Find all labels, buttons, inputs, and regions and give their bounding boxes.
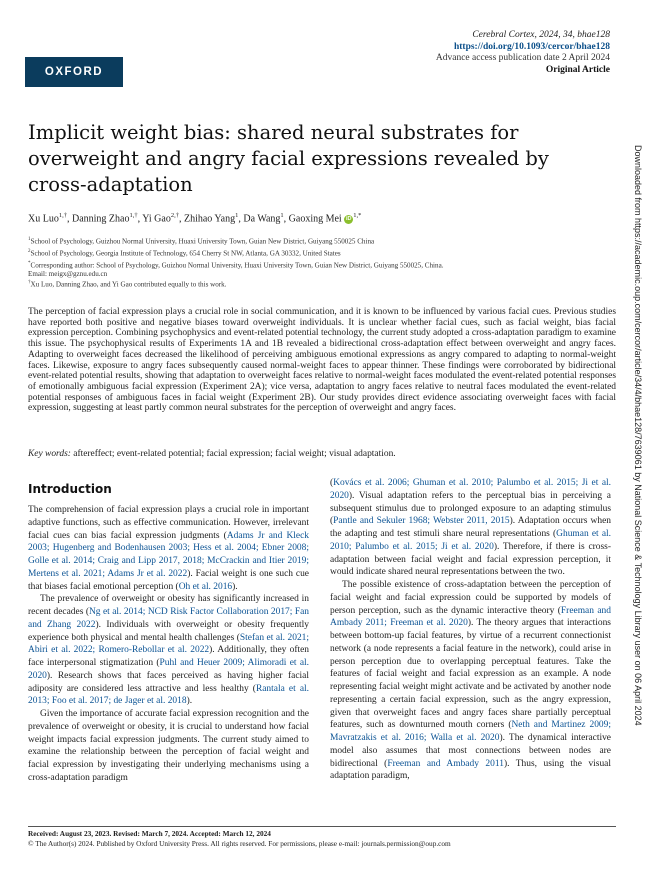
citation-link[interactable]: Oh et al. 2016 xyxy=(178,581,233,592)
doi-link[interactable]: https://doi.org/10.1093/cercor/bhae128 xyxy=(453,41,610,52)
author-affiliation-marker: 1 xyxy=(280,212,284,219)
copyright-notice: © The Author(s) 2024. Published by Oxford University Press. All rights reserved. For permissions, please e-mail: journals.permission@oup.com xyxy=(28,839,451,848)
citation-link[interactable]: Adams Jr and Kleck 2003; Hugenberg and Bodenhausen 2003; Hess et al. 2004; Ebner 2008; Golle et al. 2014; Craig and Lipp 2017, 2018; McCrackin and Itier 2019; Mertens et al. 2021; Adams Jr et al. 2022 xyxy=(28,530,309,579)
author-affiliation-marker: 1 xyxy=(235,212,239,219)
footer-divider xyxy=(28,826,616,827)
article-title: Implicit weight bias: shared neural substrates for overweight and angry facial expressions revealed by cross-adaptation xyxy=(28,121,549,196)
citation-link[interactable]: Freeman and Ambady 2011; Freeman et al. 2020 xyxy=(330,605,611,629)
author-name[interactable]: Yi Gao xyxy=(142,213,171,225)
download-watermark: Downloaded from https://academic.oup.com/cercor/article/34/4/bhae128/7639061 by National Science & Technology Library user on 06 April 2024 xyxy=(633,145,643,726)
citation-link[interactable]: Pantle and Sekuler 1968; Webster 2011, 2015 xyxy=(333,516,510,527)
author-name[interactable]: Da Wang xyxy=(243,213,281,225)
author-name[interactable]: Gaoxing Mei xyxy=(288,213,342,225)
introduction-heading: Introduction xyxy=(28,482,112,496)
citation-link[interactable]: Ghuman et al. 2010; Palumbo et al. 2015; Ji et al. 2020 xyxy=(330,529,611,552)
intro-paragraph-4: (Kovács et al. 2006; Ghuman et al. 2010; Palumbo et al. 2015; Ji et al. 2020). Visual adaptation refers to the perceptual bias in perceiving a subsequent stimulus due to prolonged exposure to an adapting stimulus (Pantle and Sekuler 1968; Webster 2011, 2015). Adaptation occurs when the adapting and test stimuli share neural representations (Ghuman et al. 2010; Palumbo et al. 2015; Ji et al. 2020). Therefore, if there is cross-adaptation between facial weight and facial expression perception, it would indicate shared neural representations between the two. xyxy=(330,478,611,578)
keywords-label: Key words: xyxy=(28,449,71,459)
orcid-icon[interactable]: iD xyxy=(345,215,352,222)
author-name[interactable]: Zhihao Yang xyxy=(183,213,236,225)
intro-paragraph-5: The possible existence of cross-adaptation between the perception of facial weight and facial expression could be supported by models of person perception, such as the dynamic interactive theory (Freeman and Ambady 2011; Freeman et al. 2020). The theory argues that interactions between bottom-up facial features, by virtue of a recurrent connectionist network (a node represents a facial feature in the network), could arise in person perception due to overlapping perceptual features. Take the features of facial weight and facial expression as an example. A node representing facial weight might activate and be activated by another node representing a certain facial expression, such as the angry expression, given that overweight faces and angry faces share partially perceptual features, such as downturned mouth corners (Neth and Martinez 2009; Mavratzakis et al. 2016; Walla et al. 2020). The dynamical interactive model also assumes that most connections between nodes are bidirectional (Freeman and Ambady 2011). Thus, using the visual adaptation paradigm, xyxy=(330,580,611,782)
citation-link[interactable]: Rantala et al. 2013; Foo et al. 2017; de Jager et al. 2018 xyxy=(28,683,310,707)
author-name[interactable]: Xu Luo xyxy=(28,213,59,225)
author-name[interactable]: Danning Zhao xyxy=(71,213,130,225)
citation-link[interactable]: Freeman and Ambady 2011 xyxy=(387,758,504,769)
publication-date: Advance access publication date 2 April 2024 xyxy=(435,53,610,64)
citation-link[interactable]: Neth and Martinez 2009; Mavratzakis et al. 2016; Walla et al. 2020 xyxy=(330,720,611,743)
abstract: The perception of facial expression plays a crucial role in social communication, and it is known to be influenced by various facial cues. Previous studies have reported both positive and negative biases toward overweight individuals. It is unclear whether facial cues, such as facial weight, bias facial expression perception. Combining psychophysics and event-related potential technology, the current study adopted a cross-adaptation paradigm to examine this issue. The psychophysical results of Experiments 1A and 1B revealed a bidirectional cross-adaptation effect between overweight and angry faces. Adapting to overweight faces decreased the likelihood of perceiving ambiguous emotional expressions as angry compared to adapting to normal-weight faces. Likewise, exposure to angry faces subsequently caused normal-weight faces to appear thinner. These findings were corroborated by bidirectional event-related potential results, showing that adaptation to overweight faces relative to normal-weight faces modulated the event-related potential responses of emotionally ambiguous facial expression (Experiment 2A); vice versa, adaptation to angry faces relative to neutral faces modulated the event-related potential responses of ambiguous faces in facial weight (Experiment 2B). Our study provides direct evidence associating overweight faces with facial expression, suggesting at least partly common neural substrates for the perception of overweight and angry faces. xyxy=(28,307,616,414)
body-column-right xyxy=(330,477,611,783)
footer xyxy=(28,829,451,849)
intro-paragraph-3: Given the importance of accurate facial expression recognition and the prevalence of overweight or obesity, it is crucial to understand how facial weight impacts facial expression judgments. The current study aimed to examine the relationship between the perception of facial weight and facial expression by investigating their underlying mechanisms using a cross-adaptation paradigm xyxy=(28,709,309,783)
citation-link[interactable]: Kovács et al. 2006; Ghuman et al. 2010; Palumbo et al. 2015; Ji et al. 2020 xyxy=(330,478,611,501)
citation-link[interactable]: Stefan et al. 2021; Abiri et al. 2022; Romero-Rebollar et al. 2022 xyxy=(28,632,310,656)
keywords-text: aftereffect; event-related potential; facial expression; facial weight; visual adaptation. xyxy=(73,449,396,459)
body-column-left xyxy=(28,504,309,785)
oxford-logo: OXFORD xyxy=(25,57,123,87)
author-affiliation-marker: 1,† xyxy=(58,212,67,219)
equal-contribution-note: †Xu Luo, Danning Zhao, and Yi Gao contributed equally to this work. xyxy=(28,280,227,289)
author-affiliation-marker: 1,* xyxy=(353,212,362,219)
journal-citation: Cerebral Cortex, 2024, 34, bhae128 xyxy=(472,30,610,40)
article-type: Original Article xyxy=(545,64,610,75)
journal-header xyxy=(436,30,610,76)
affiliation-1: $^1$School of Psychology, Guizhou Normal University, Huaxi University Town, Guian New District, Guiyang 550025 China xyxy=(28,237,375,246)
citation-link[interactable]: Puhl and Heuer 2009; Alimoradi et al. 2020 xyxy=(28,658,309,681)
citation-link[interactable]: Ng et al. 2014; NCD Risk Factor Collaboration 2017; Fan and Zhang 2022 xyxy=(28,607,309,630)
affiliations xyxy=(28,235,444,280)
keywords xyxy=(28,449,396,459)
corresponding-author: *Corresponding author: School of Psychology, Guizhou Normal University, Huaxi University Town, Guian New District, Guiyang 550025, China. xyxy=(28,260,444,269)
intro-paragraph-1: The comprehension of facial expression plays a crucial role in important adaptive functions, such as effective communication. However, irrelevant facial cues can bias facial expression judgments (Adams Jr and Kleck 2003; Hugenberg and Bodenhausen 2003; Hess et al. 2004; Ebner 2008; Golle et al. 2014; Craig and Lipp 2017, 2018; McCrackin and Itier 2019; Mertens et al. 2021; Adams Jr et al. 2022). Facial weight is one such cue that biases facial emotional perception (Oh et al. 2016). xyxy=(28,505,309,592)
author-affiliation-marker: 1,† xyxy=(129,212,138,219)
author-affiliation-marker: 2,† xyxy=(170,212,179,219)
author-list: Xu Luo$^{1,\dagger}$, Danning Zhao$^{1,\dagger}$, Yi Gao$^{2,\dagger}$, Zhihao Yang$^1$, Da Wang$^1$, Gaoxing Mei iD $^{1,*}$ xyxy=(28,212,362,225)
affiliation-2: $^2$School of Psychology, Georgia Institute of Technology, 654 Cherry St NW, Atlanta, GA 30332, United States xyxy=(28,248,341,258)
received-dates: Received: August 23, 2023. Revised: March 7, 2024. Accepted: March 12, 2024 xyxy=(28,829,271,838)
corresponding-email[interactable]: Email: meigx@gznu.edu.cn xyxy=(28,270,108,279)
intro-paragraph-2: The prevalence of overweight or obesity has significantly increased in recent decades (Ng et al. 2014; NCD Risk Factor Collaboration 2017; Fan and Zhang 2022). Individuals with overweight or obesity frequently experience both physical and mental health challenges (Stefan et al. 2021; Abiri et al. 2022; Romero-Rebollar et al. 2022). Additionally, they often face interpersonal stigmatization (Puhl and Heuer 2009; Alimoradi et al. 2020). Research shows that faces perceived as having higher facial adiposity are considered less attractive and less healthy (Rantala et al. 2013; Foo et al. 2017; de Jager et al. 2018). xyxy=(28,594,310,707)
